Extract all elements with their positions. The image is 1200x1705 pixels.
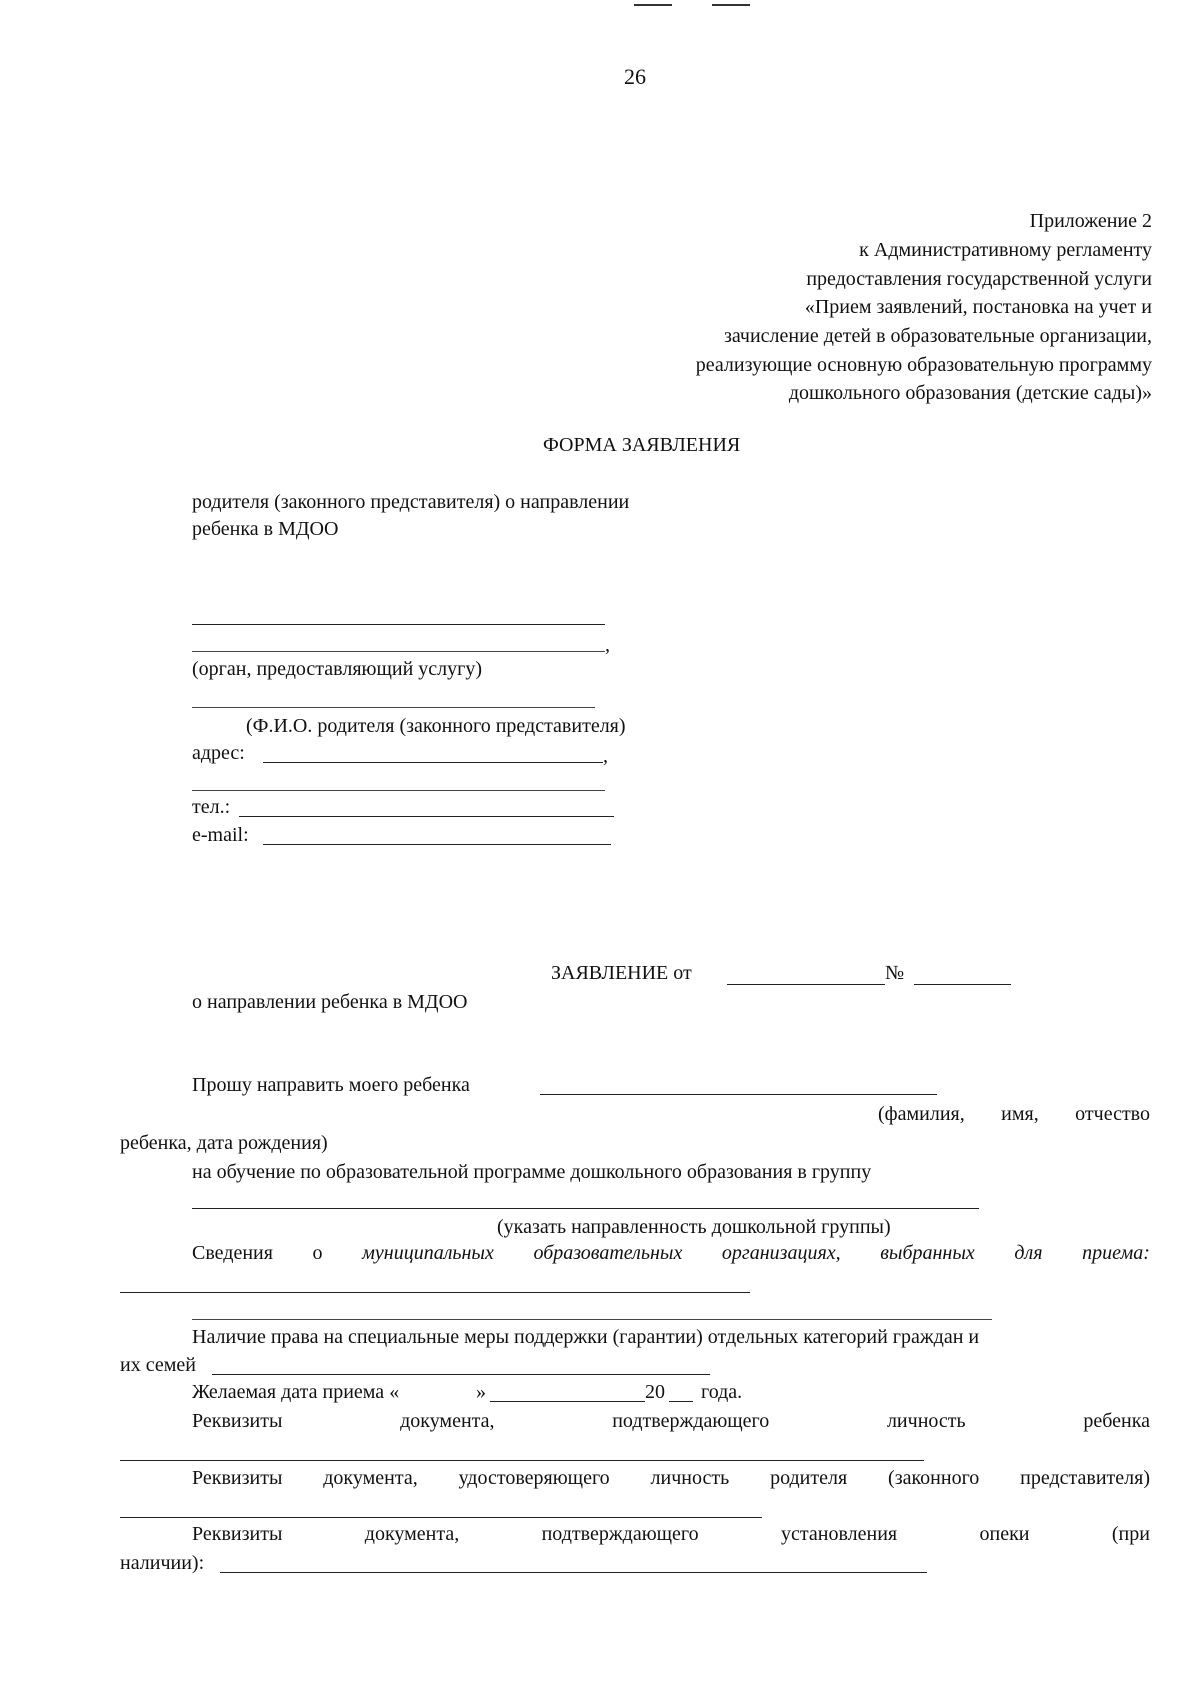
group-field-line[interactable] bbox=[192, 1208, 979, 1209]
custody-line: Реквизиты документа, подтверждающего установления опеки (при bbox=[192, 1523, 1150, 1545]
orgs-field-line[interactable] bbox=[120, 1292, 750, 1293]
address-label: адрес: bbox=[192, 742, 245, 764]
email-label: e-mail: bbox=[192, 824, 249, 846]
organ-caption: (орган, предоставляющий услугу) bbox=[192, 658, 482, 680]
scan-mark bbox=[712, 4, 750, 6]
orgs-field-line-2[interactable] bbox=[192, 1319, 992, 1320]
phone-field-line[interactable] bbox=[239, 816, 614, 817]
appendix-line: «Прием заявлений, постановка на учет и bbox=[804, 296, 1152, 318]
program-line: на обучение по образовательной программе дошкольного образования в группу bbox=[192, 1161, 872, 1183]
parent-doc-field-line[interactable] bbox=[120, 1517, 762, 1518]
application-date-line[interactable] bbox=[727, 984, 885, 985]
comma: , bbox=[605, 634, 610, 656]
address-field-line[interactable] bbox=[263, 762, 603, 763]
form-subtitle-line: ребенка в МДОО bbox=[192, 518, 339, 540]
organ-field-line[interactable] bbox=[192, 651, 605, 652]
application-number-line[interactable] bbox=[914, 984, 1011, 985]
form-subtitle-line: родителя (законного представителя) о направлении bbox=[192, 491, 630, 513]
parent-name-caption: (Ф.И.О. родителя (законного представителя) bbox=[246, 715, 626, 737]
application-title: ЗАЯВЛЕНИЕ от bbox=[551, 962, 692, 984]
appendix-line: дошкольного образования (детские сады)» bbox=[788, 382, 1152, 404]
date-label: Желаемая дата приема « bbox=[192, 1381, 400, 1403]
address-field-line-2[interactable] bbox=[192, 790, 605, 791]
custody-field-line[interactable] bbox=[220, 1572, 927, 1573]
request-label: Прошу направить моего ребенка bbox=[192, 1074, 470, 1096]
orgs-line: Сведения о муниципальных образовательных организациях, выбранных для приема: bbox=[192, 1242, 1150, 1264]
email-field-line[interactable] bbox=[263, 844, 611, 845]
date-year: 20 bbox=[645, 1381, 665, 1403]
child-caption-cont: ребенка, дата рождения) bbox=[120, 1132, 328, 1154]
child-doc-field-line[interactable] bbox=[120, 1460, 924, 1461]
rights-line-cont: их семей bbox=[120, 1354, 196, 1376]
rights-line: Наличие права на специальные меры поддержки (гарантии) отдельных категорий граждан и bbox=[192, 1326, 980, 1348]
appendix-line: к Административному регламенту bbox=[859, 239, 1152, 261]
parent-doc-line: Реквизиты документа, удостоверяющего личность родителя (законного представителя) bbox=[192, 1467, 1150, 1489]
rights-field-line[interactable] bbox=[212, 1374, 710, 1375]
application-subtitle: о направлении ребенка в МДОО bbox=[192, 991, 468, 1013]
phone-label: тел.: bbox=[192, 796, 231, 818]
group-caption: (указать направленность дошкольной группы) bbox=[497, 1216, 891, 1238]
number-sign: № bbox=[885, 962, 905, 984]
child-doc-line: Реквизиты документа, подтверждающего личность ребенка bbox=[192, 1410, 1150, 1432]
scan-mark bbox=[634, 4, 672, 6]
parent-name-field-line[interactable] bbox=[192, 707, 595, 708]
organ-field-line[interactable] bbox=[192, 624, 605, 625]
child-field-line[interactable] bbox=[540, 1094, 937, 1095]
form-title: ФОРМА ЗАЯВЛЕНИЯ bbox=[543, 434, 741, 456]
date-suffix: года. bbox=[701, 1381, 743, 1403]
appendix-line: предоставления государственной услуги bbox=[806, 268, 1152, 290]
date-year-line[interactable] bbox=[669, 1401, 693, 1402]
date-close: » bbox=[476, 1381, 486, 1403]
child-caption: (фамилия, имя, отчество bbox=[878, 1103, 1150, 1125]
date-month-line[interactable] bbox=[490, 1401, 645, 1402]
page-number: 26 bbox=[624, 64, 646, 89]
appendix-line: зачисление детей в образовательные организации, bbox=[723, 325, 1152, 347]
appendix-line: реализующие основную образовательную программу bbox=[695, 354, 1152, 376]
appendix-line: Приложение 2 bbox=[1029, 210, 1152, 232]
comma: , bbox=[603, 745, 608, 767]
custody-cont: наличии): bbox=[120, 1552, 205, 1574]
